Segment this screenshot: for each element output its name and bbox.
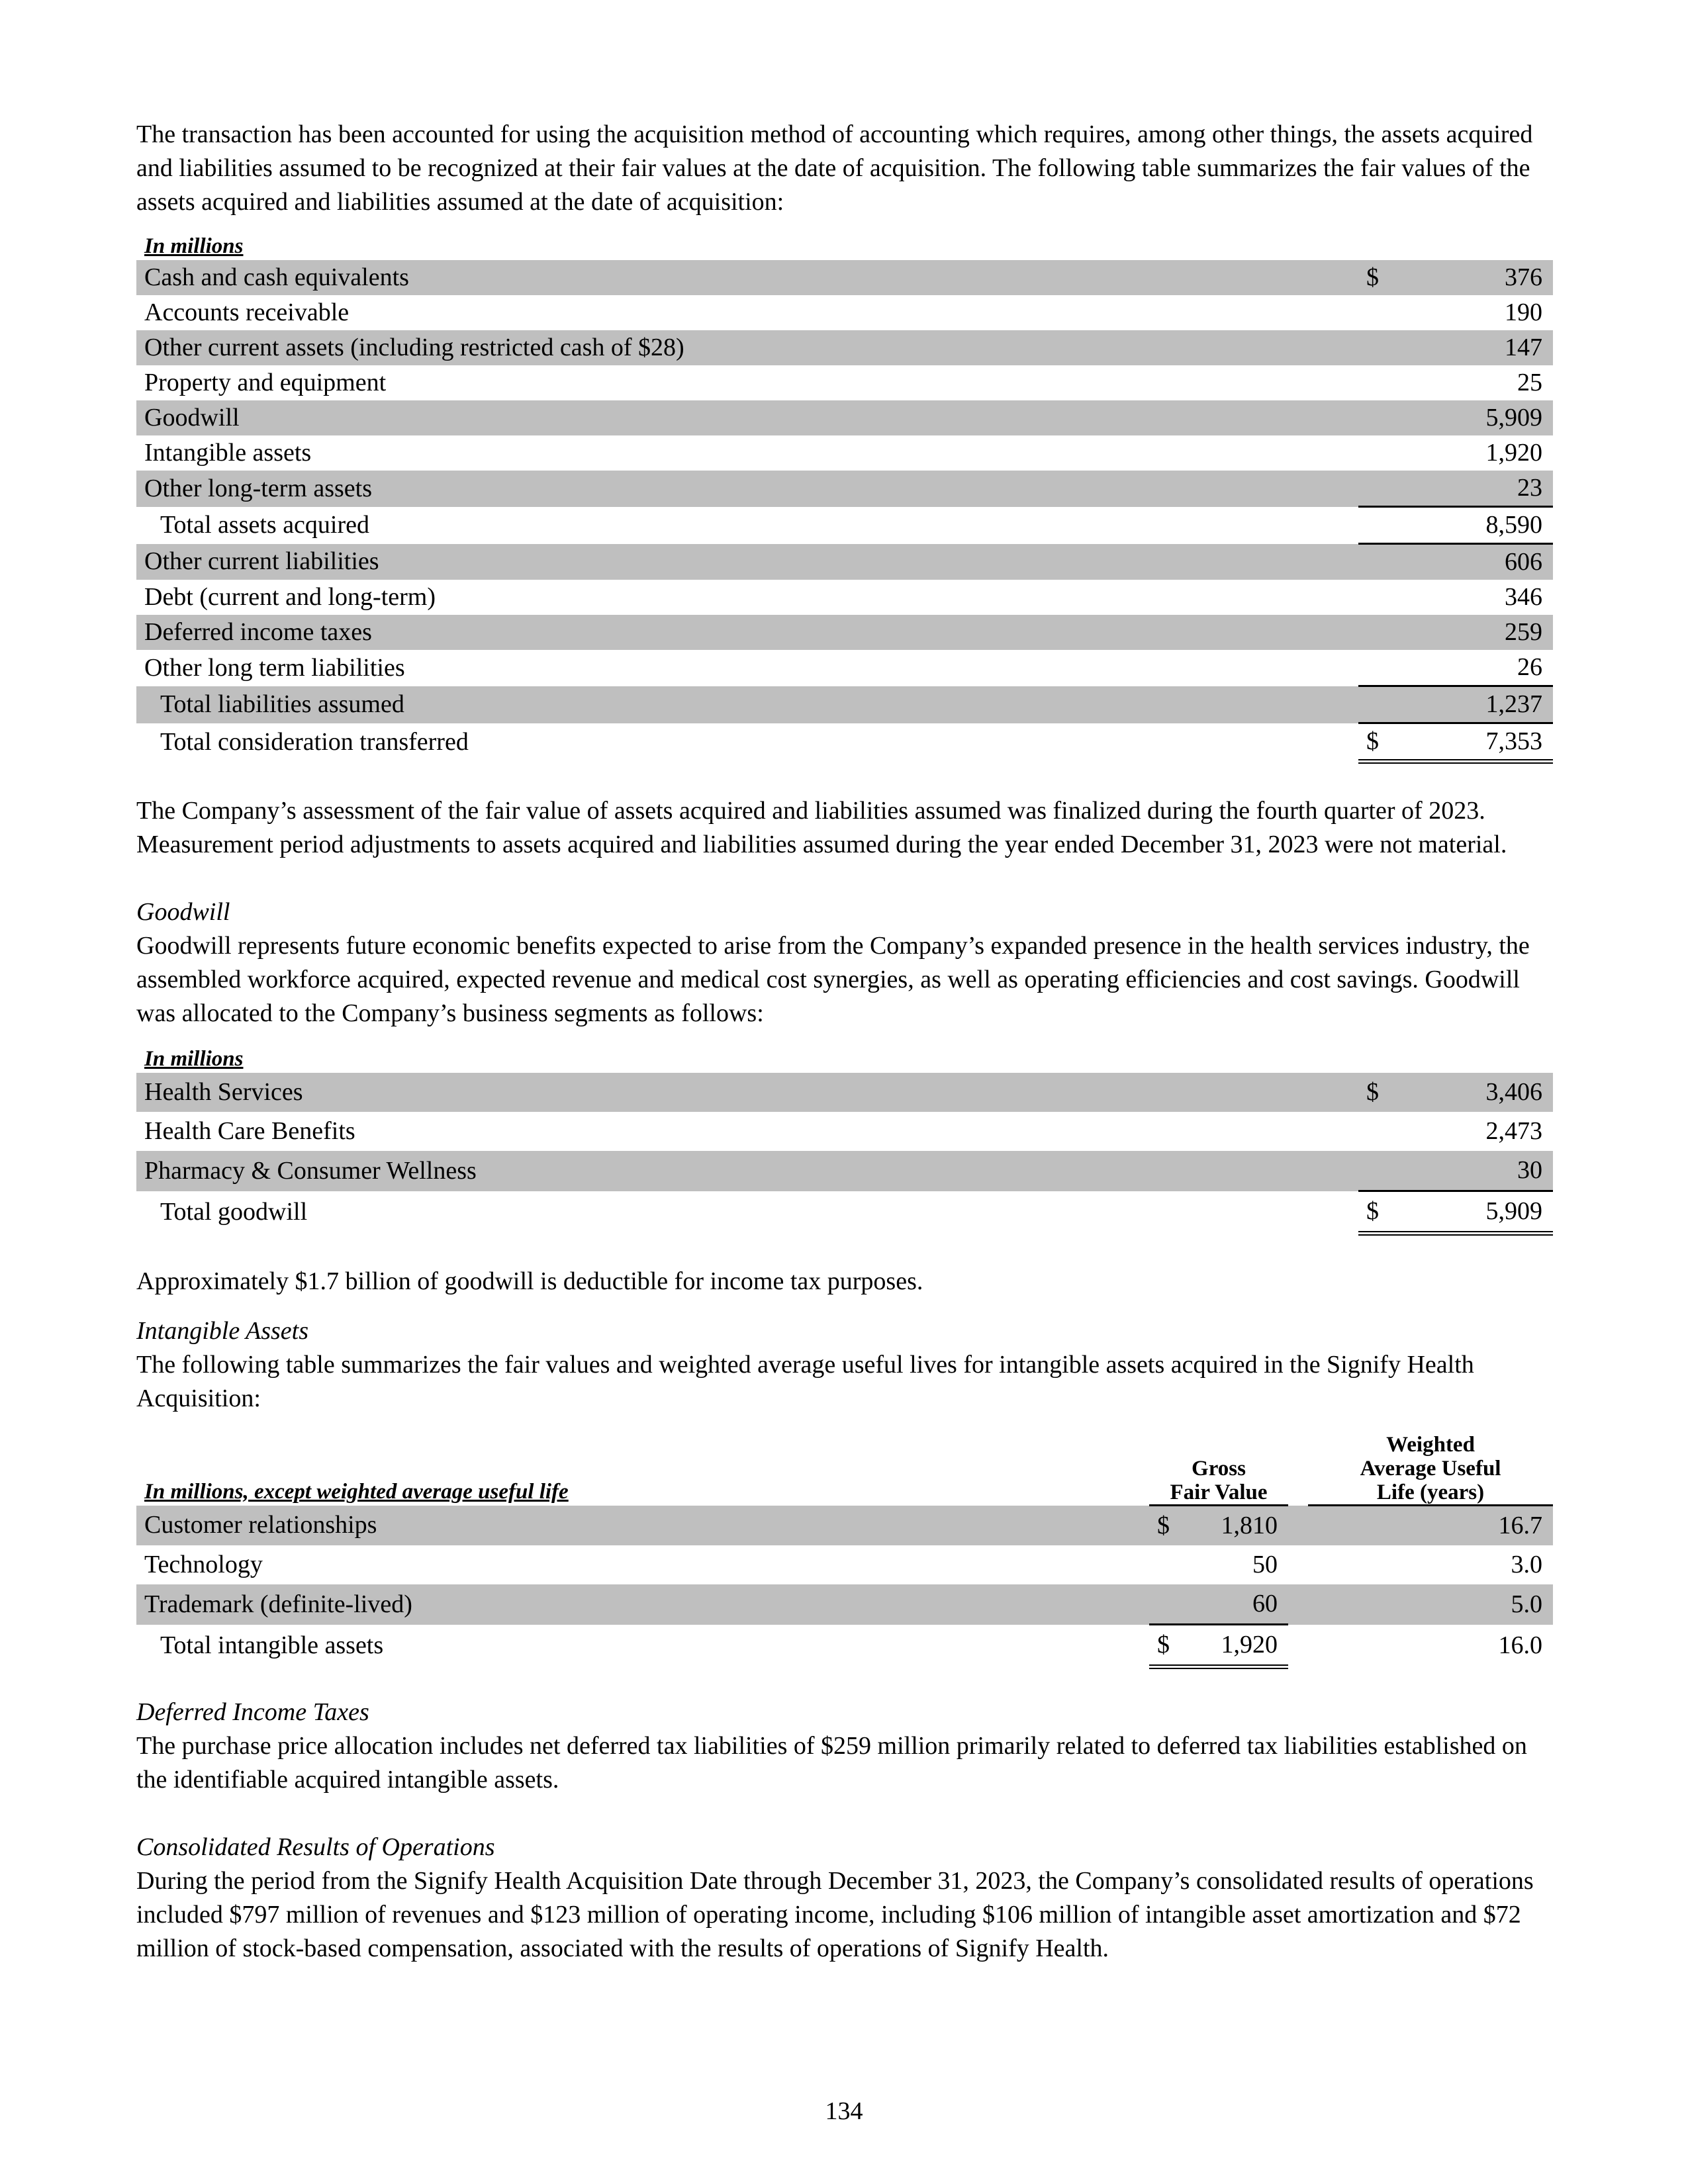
- table-row: Property and equipment 25: [144, 369, 1542, 396]
- table-row: Other current assets (including restricted cash of $28) 147: [136, 330, 1553, 365]
- table3-unit-label: In millions, except weighted average useful life: [144, 1479, 569, 1504]
- table-row: Customer relationships $ 1,810 16.7: [136, 1506, 1553, 1546]
- table-row: Other current liabilities 606: [136, 544, 1553, 580]
- table-row: Health Care Benefits 2,473: [144, 1117, 1542, 1145]
- table-row: Other long-term assets 23: [136, 471, 1553, 507]
- gross-fair-value-header: Gross Fair Value: [1149, 1433, 1288, 1506]
- intangible-paragraph: The following table summarizes the fair values and weighted average useful lives for intangible assets acquired in the Signify Health Acquisition:: [136, 1351, 1474, 1412]
- table-row: Goodwill 5,909: [136, 400, 1553, 435]
- content: [136, 118, 1553, 1966]
- intro-paragraph: The transaction has been accounted for using the acquisition method of accounting which requires, among other things, the assets acquired and liabilities assumed to be recognized at their fair values at the date of acquisition. The following table summarizes the fair values of the assets acquired and liabilities assumed at the date of acquisition:: [136, 120, 1533, 216]
- total-row: Total goodwill $ 5,909: [136, 1191, 1553, 1234]
- goodwill-paragraph: Goodwill represents future economic benefits expected to arise from the Company’s expanded presence in the health services industry, the assembled workforce acquired, expected revenue and medical cost synergies, as well as operating efficiencies and cost savings. Goodwill was allocated to the Company’s business segments as follows:: [136, 932, 1530, 1027]
- goodwill-heading: Goodwill: [136, 898, 230, 926]
- table-row: Other long term liabilities 26: [144, 653, 1542, 682]
- deferred-heading: Deferred Income Taxes: [136, 1698, 369, 1726]
- table-row: Debt (current and long-term) 346: [144, 583, 1542, 611]
- total-row: Total intangible assets $ 1,920 16.0: [136, 1625, 1553, 1667]
- table-row: Technology 50 3.0: [144, 1551, 1543, 1578]
- deferred-paragraph: The purchase price allocation includes net deferred tax liabilities of $259 million primarily related to deferred tax liabilities established on the identifiable acquired intangible assets.: [136, 1732, 1527, 1794]
- goodwill-allocation-table: [136, 1073, 1553, 1236]
- table-row: Intangible assets 1,920: [144, 439, 1542, 467]
- useful-life-header: Weighted Average Useful Life (years): [1308, 1433, 1553, 1506]
- subtotal-row: Total liabilities assumed 1,237: [136, 686, 1553, 723]
- acquisition-fair-value-table: [136, 260, 1553, 764]
- subtotal-row: Total assets acquired 8,590: [136, 507, 1553, 544]
- results-heading: Consolidated Results of Operations: [136, 1833, 495, 1861]
- total-row: Total consideration transferred $ 7,353: [136, 723, 1553, 762]
- deductible-paragraph: Approximately $1.7 billion of goodwill is deductible for income tax purposes.: [136, 1267, 923, 1295]
- table-row: Accounts receivable 190: [144, 298, 1542, 326]
- table-row: Cash and cash equivalents $ 376: [136, 260, 1553, 295]
- table-row: Deferred income taxes 259: [136, 615, 1553, 650]
- table-row: Health Services $ 3,406: [136, 1073, 1553, 1112]
- page-number: 134: [825, 2097, 863, 2125]
- results-paragraph: During the period from the Signify Health Acquisition Date through December 31, 2023, the Company’s consolidated results of operations included $797 million of revenues and $123 million of operating income, including $106 million of intangible asset amortization and $72 million of stock-based compensation, associated with the results of operations of Signify Health.: [136, 1867, 1534, 1962]
- table-row: Pharmacy & Consumer Wellness 30: [136, 1151, 1553, 1191]
- table2-unit-label: In millions: [144, 1047, 244, 1071]
- intangible-heading: Intangible Assets: [136, 1317, 309, 1345]
- table-header-row: [136, 1433, 1553, 1506]
- table1-unit-label: In millions: [144, 234, 244, 258]
- measurement-paragraph: The Company’s assessment of the fair value of assets acquired and liabilities assumed was finalized during the fourth quarter of 2023. Measurement period adjustments to assets acquired and liabilities assumed during the year ended December 31, 2023 were not material.: [136, 797, 1507, 858]
- intangible-assets-table: [136, 1433, 1553, 1669]
- table-row: Trademark (definite-lived) 60 5.0: [136, 1584, 1553, 1625]
